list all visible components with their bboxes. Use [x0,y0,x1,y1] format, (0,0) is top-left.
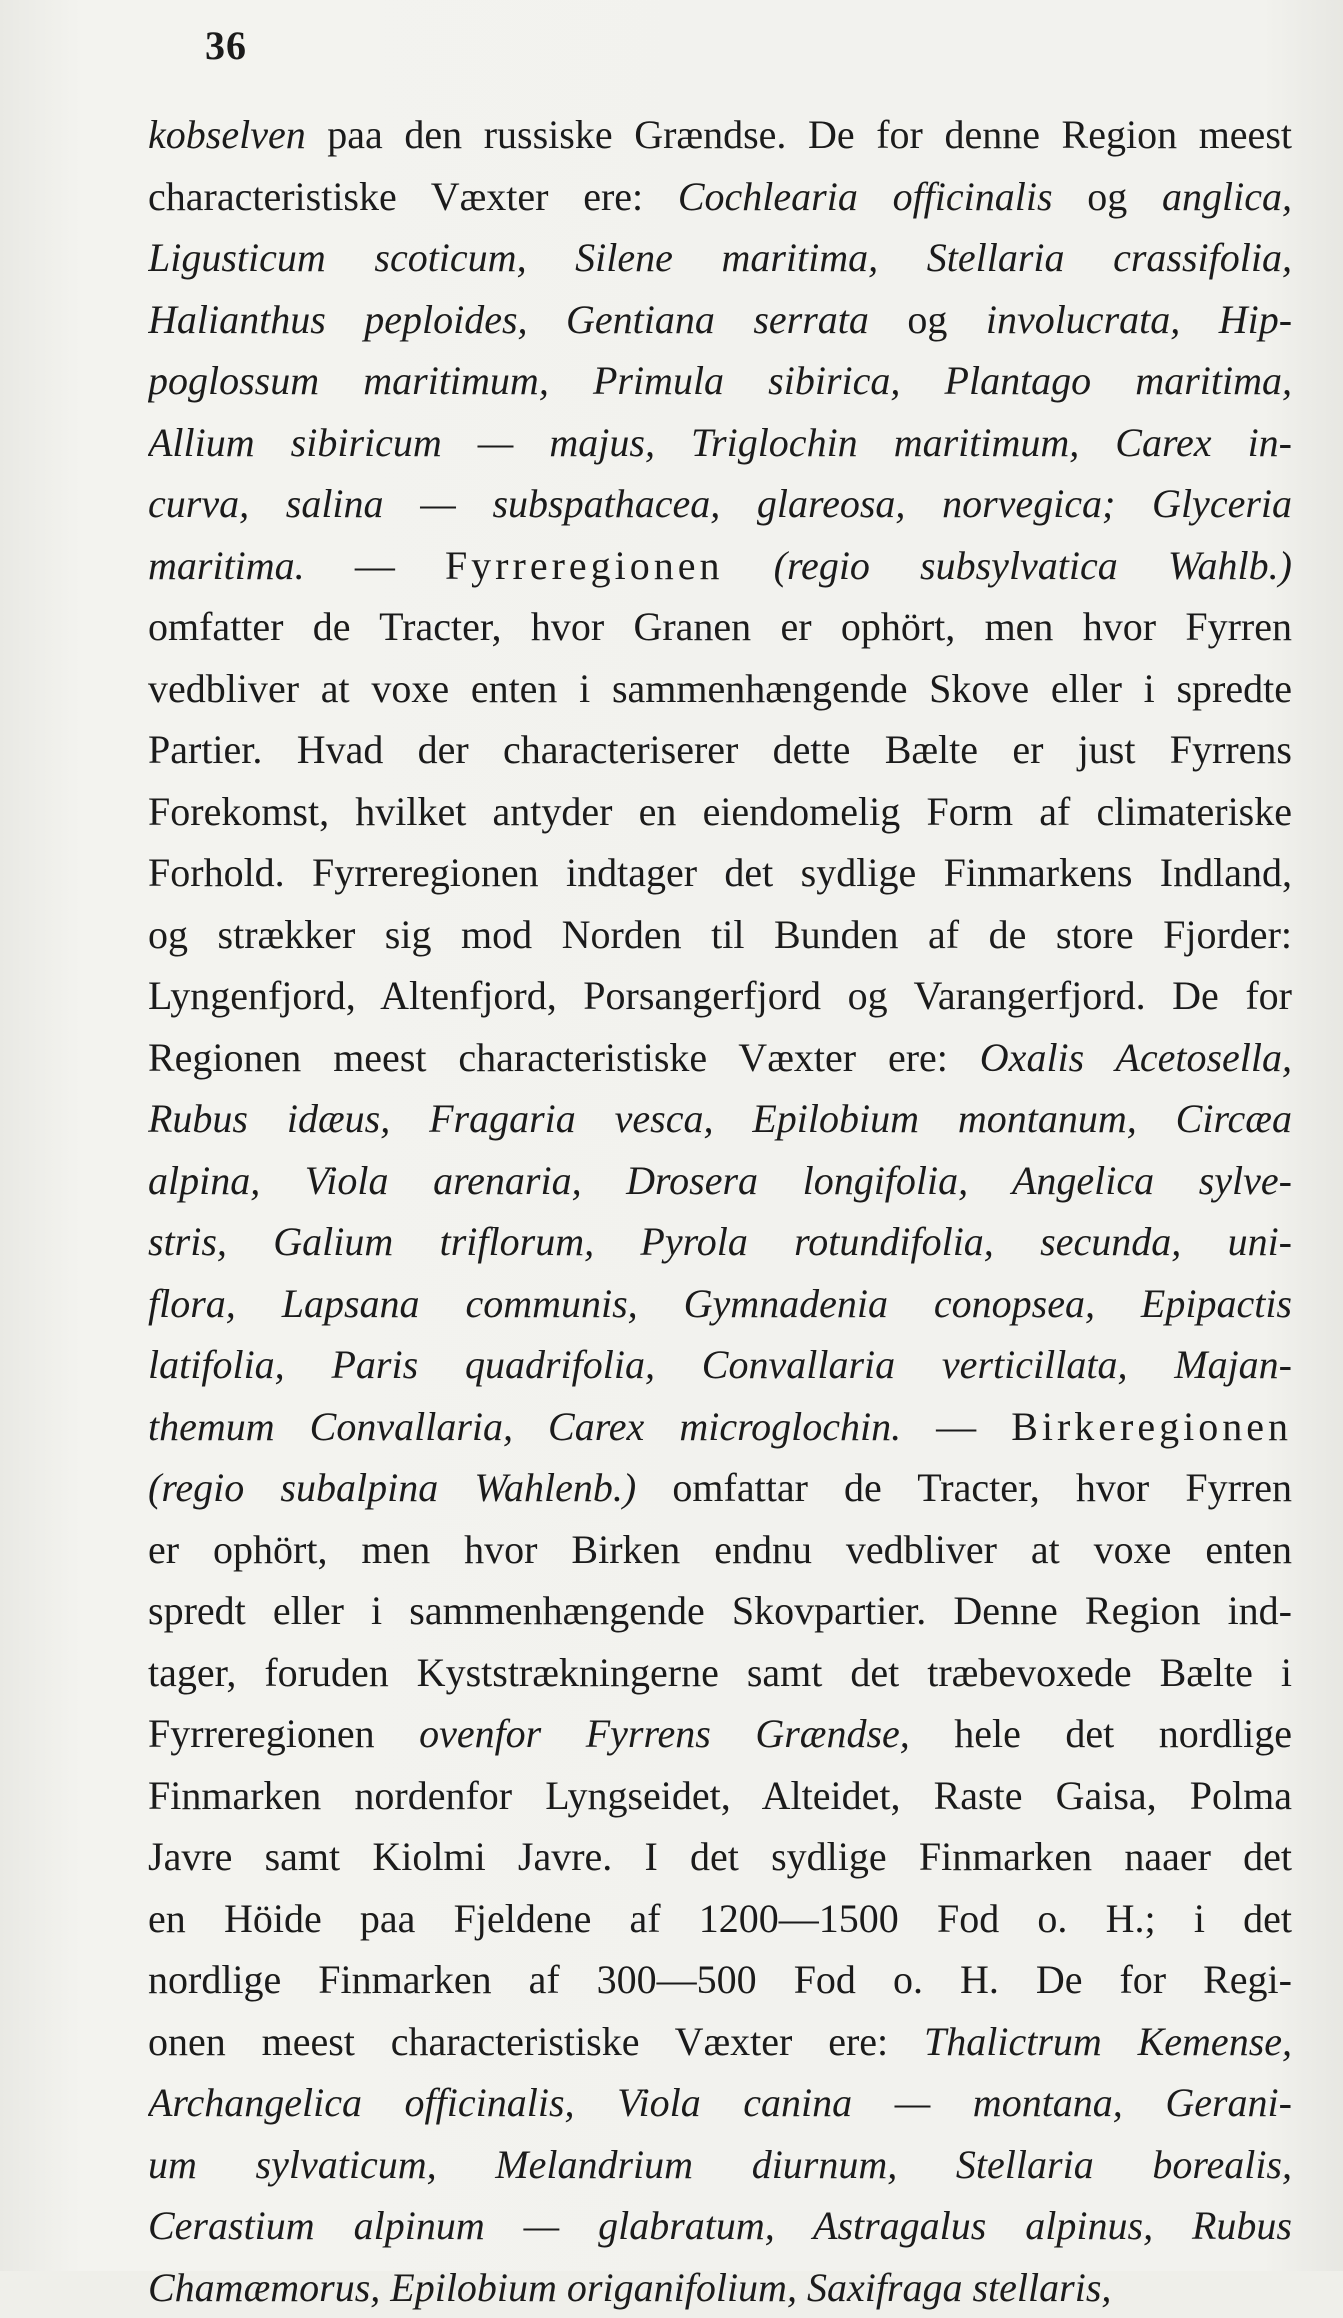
italic-text: (regio subalpina Wahlenb.) [148,1465,636,1510]
italic-text: Cochlearia officinalis [678,174,1053,219]
text-line [148,2257,1292,2318]
text-line [148,166,1292,228]
italic-text: kobselven [148,112,306,157]
text-line [148,473,1292,535]
italic-text: anglica, [1162,174,1292,219]
text-line [148,2072,1292,2134]
page-number: 36 [205,22,247,69]
text-line [148,1027,1292,1089]
italic-text: Oxalis Acetosella, [980,1035,1292,1080]
text-line [148,412,1292,474]
italic-text: Allium sibiricum — majus, Triglochin maritimum, Carex in- [148,420,1292,465]
text-line [148,350,1292,412]
roman-text: en Höide paa Fjeldene af 1200—1500 Fod o. H.; i det [148,1896,1292,1941]
text-line [148,1703,1292,1765]
italic-text: alpina, Viola arenaria, Drosera longifolia, Angelica sylve- [148,1158,1292,1203]
italic-text: involucrata, Hip- [986,297,1292,342]
text-line [148,1150,1292,1212]
italic-text: flora, Lapsana communis, Gymnadenia conopsea, Epipactis [148,1281,1292,1326]
italic-text: Archangelica officinalis, Viola canina — montana, Gerani- [148,2080,1292,2125]
roman-text: omfatter de Tracter, hvor Granen er ophört, men hvor Fyrren [148,604,1292,649]
spaced-heading-text: Fyrreregionen [445,543,724,588]
body-text [148,104,1292,2318]
roman-text: — [305,543,445,588]
text-line [148,227,1292,289]
text-line [148,842,1292,904]
text-line [148,1826,1292,1888]
text-line [148,1642,1292,1704]
text-line [148,1334,1292,1396]
roman-text: Forekomst, hvilket antyder en eiendomelig Form af climateriske [148,789,1292,834]
text-line [148,1765,1292,1827]
roman-text: og [1053,174,1162,219]
text-line [148,1457,1292,1519]
text-line [148,2195,1292,2257]
roman-text: og [869,297,986,342]
roman-text: Javre samt Kiolmi Javre. I det sydlige Finmarken naaer det [148,1834,1292,1879]
roman-text: Forhold. Fyrreregionen indtager det sydlige Finmarkens Indland, [148,850,1292,895]
text-line [148,781,1292,843]
text-line [148,2011,1292,2073]
roman-text: Finmarken nordenfor Lyngseidet, Alteidet, Raste Gaisa, Polma [148,1773,1292,1818]
roman-text: Partier. Hvad der characteriserer dette Bælte er just Fyrrens [148,727,1292,772]
text-line [148,596,1292,658]
text-line [148,658,1292,720]
roman-text: spredt eller i sammenhængende Skovpartier. Denne Region ind- [148,1588,1292,1633]
italic-text: poglossum maritimum, Primula sibirica, Plantago maritima, [148,358,1292,403]
italic-text: latifolia, Paris quadrifolia, Convallaria verticillata, Majan- [148,1342,1292,1387]
italic-text: Rubus idæus, Fragaria vesca, Epilobium montanum, Circæa [148,1096,1292,1141]
italic-text: um sylvaticum, Melandrium diurnum, Stellaria borealis, [148,2142,1292,2187]
roman-text: Regionen meest characteristiske Væxter ere: [148,1035,980,1080]
italic-text: themum Convallaria, Carex microglochin. [148,1404,901,1449]
italic-text: Halianthus peploides, Gentiana serrata [148,297,869,342]
italic-text: ovenfor Fyrrens Grændse, [419,1711,910,1756]
italic-text: curva, salina — subspathacea, glareosa, norvegica; Glyceria [148,481,1292,526]
spaced-heading-text: Birkeregionen [1011,1404,1292,1449]
text-line [148,1088,1292,1150]
text-line [148,965,1292,1027]
text-line [148,1580,1292,1642]
italic-text: Cerastium alpinum — glabratum, Astragalus alpinus, Rubus [148,2203,1292,2248]
roman-text: vedbliver at voxe enten i sammenhængende Skove eller i spredte [148,666,1292,711]
italic-text: stris, Galium triflorum, Pyrola rotundifolia, secunda, uni- [148,1219,1292,1264]
roman-text: omfattar de Tracter, hvor Fyrren [636,1465,1292,1510]
text-line [148,1949,1292,2011]
roman-text: er ophört, men hvor Birken endnu vedbliver at voxe enten [148,1527,1292,1572]
roman-text: nordlige Finmarken af 300—500 Fod o. H. De for Regi- [148,1957,1292,2002]
text-line [148,1273,1292,1335]
roman-text: paa den russiske Grændse. De for denne Region meest [306,112,1292,157]
text-line [148,719,1292,781]
italic-text: Chamæmorus, Epilobium origanifolium, Saxifraga stellaris, [148,2265,1111,2310]
text-line [148,1519,1292,1581]
text-line [148,2134,1292,2196]
roman-text: og strækker sig mod Norden til Bunden af de store Fjorder: [148,912,1292,957]
roman-text: Fyrreregionen [148,1711,419,1756]
text-line [148,1211,1292,1273]
text-line [148,904,1292,966]
italic-text: Thalictrum Kemense, [924,2019,1292,2064]
text-line [148,289,1292,351]
text-line [148,104,1292,166]
italic-text: (regio subsylvatica Wahlb.) [724,543,1292,588]
text-line [148,535,1292,597]
roman-text: characteristiske Væxter ere: [148,174,678,219]
italic-text: maritima. [148,543,305,588]
text-line [148,1396,1292,1458]
roman-text: tager, foruden Kyststrækningerne samt det træbevoxede Bælte i [148,1650,1292,1695]
roman-text: — [901,1404,1011,1449]
roman-text: Lyngenfjord, Altenfjord, Porsangerfjord og Varangerfjord. De for [148,973,1292,1018]
roman-text: hele det nordlige [910,1711,1292,1756]
roman-text: onen meest characteristiske Væxter ere: [148,2019,924,2064]
text-line [148,1888,1292,1950]
italic-text: Ligusticum scoticum, Silene maritima, Stellaria crassifolia, [148,235,1292,280]
